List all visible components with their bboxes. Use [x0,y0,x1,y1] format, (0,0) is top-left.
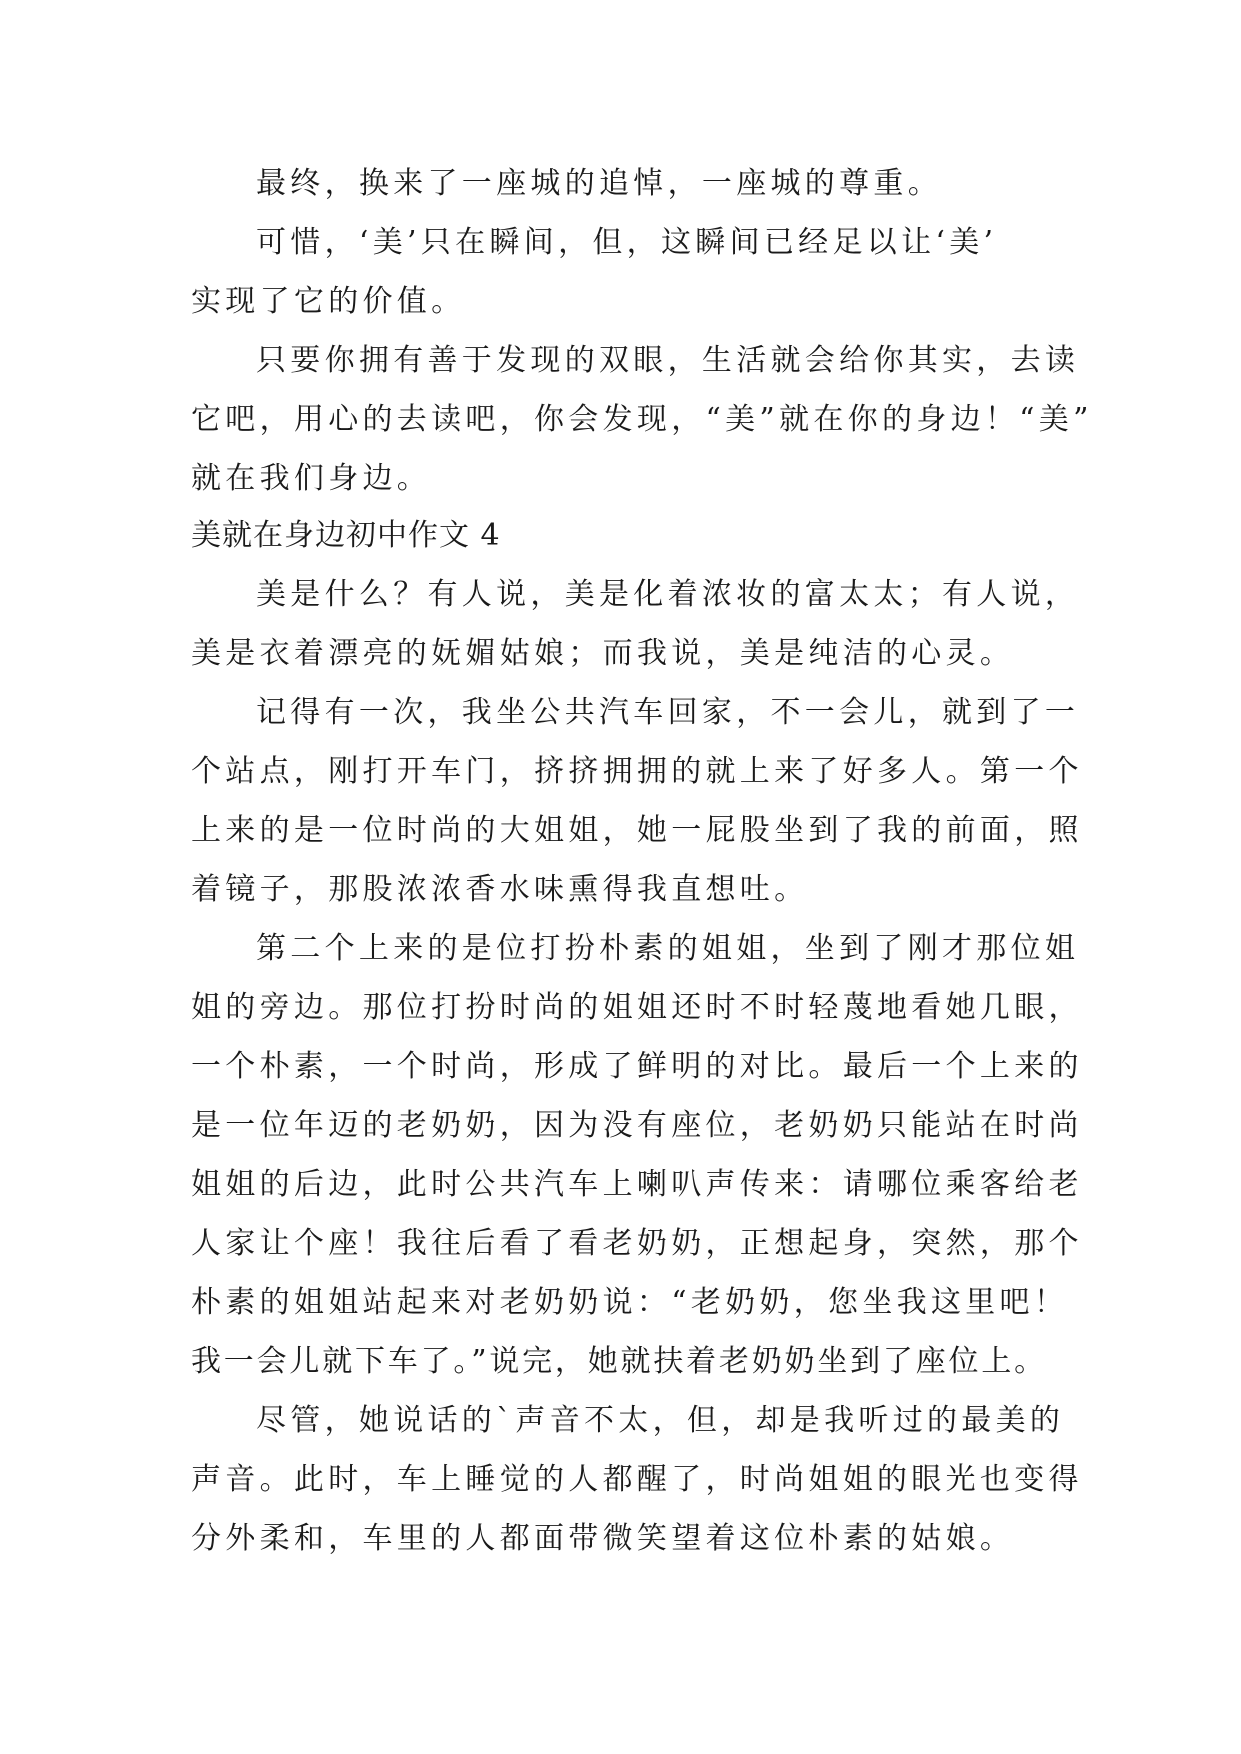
paragraph-line: 我一会儿就下车了。”说完，她就扶着老奶奶坐到了座位上。 [191,1344,1047,1379]
paragraph-line: 尽管，她说话的`声音不太，但，却是我听过的最美的 [256,1403,1065,1438]
paragraph-line: 就在我们身边。 [191,461,432,496]
paragraph-line: 上来的是一位时尚的大姐姐，她一屁股坐到了我的前面，照 [191,813,1083,848]
paragraph-line: 是一位年迈的老奶奶，因为没有座位，老奶奶只能站在时尚 [191,1108,1083,1143]
paragraph-line: 它吧，用心的去读吧，你会发现，“美”就在你的身边！“美” [191,402,1093,437]
paragraph-line: 姐的旁边。那位打扮时尚的姐姐还时不时轻蔑地看她几眼， [191,990,1083,1025]
paragraph-line: 一个朴素，一个时尚，形成了鲜明的对比。最后一个上来的 [191,1049,1083,1084]
section-heading: 美就在身边初中作文 4 [191,518,501,553]
paragraph-line: 声音。此时，车上睡觉的人都醒了，时尚姐姐的眼光也变得 [191,1462,1083,1497]
paragraph-line: 实现了它的价值。 [191,284,466,319]
paragraph-line: 记得有一次，我坐公共汽车回家，不一会儿，就到了一 [256,695,1080,730]
paragraph-line: 可惜，‘美’只在瞬间，但，这瞬间已经足以让‘美’ [256,225,998,260]
paragraph-line: 个站点，刚打开车门，挤挤拥拥的就上来了好多人。第一个 [191,754,1083,789]
paragraph-line: 最终，换来了一座城的追悼，一座城的尊重。 [256,166,942,201]
paragraph-line: 只要你拥有善于发现的双眼，生活就会给你其实，去读 [256,343,1080,378]
paragraph-line: 美是什么？有人说，美是化着浓妆的富太太；有人说， [256,577,1080,612]
paragraph-line: 第二个上来的是位打扮朴素的姐姐，坐到了刚才那位姐 [256,931,1080,966]
paragraph-line: 人家让个座！我往后看了看老奶奶，正想起身，突然，那个 [191,1226,1083,1261]
paragraph-line: 着镜子，那股浓浓香水味熏得我直想吐。 [191,872,809,907]
paragraph-line: 朴素的姐姐站起来对老奶奶说：“老奶奶，您坐我这里吧！ [191,1285,1069,1320]
paragraph-line: 姐姐的后边，此时公共汽车上喇叭声传来：请哪位乘客给老 [191,1167,1083,1202]
paragraph-line: 分外柔和，车里的人都面带微笑望着这位朴素的姑娘。 [191,1521,1015,1556]
paragraph-line: 美是衣着漂亮的妩媚姑娘；而我说，美是纯洁的心灵。 [191,636,1015,671]
